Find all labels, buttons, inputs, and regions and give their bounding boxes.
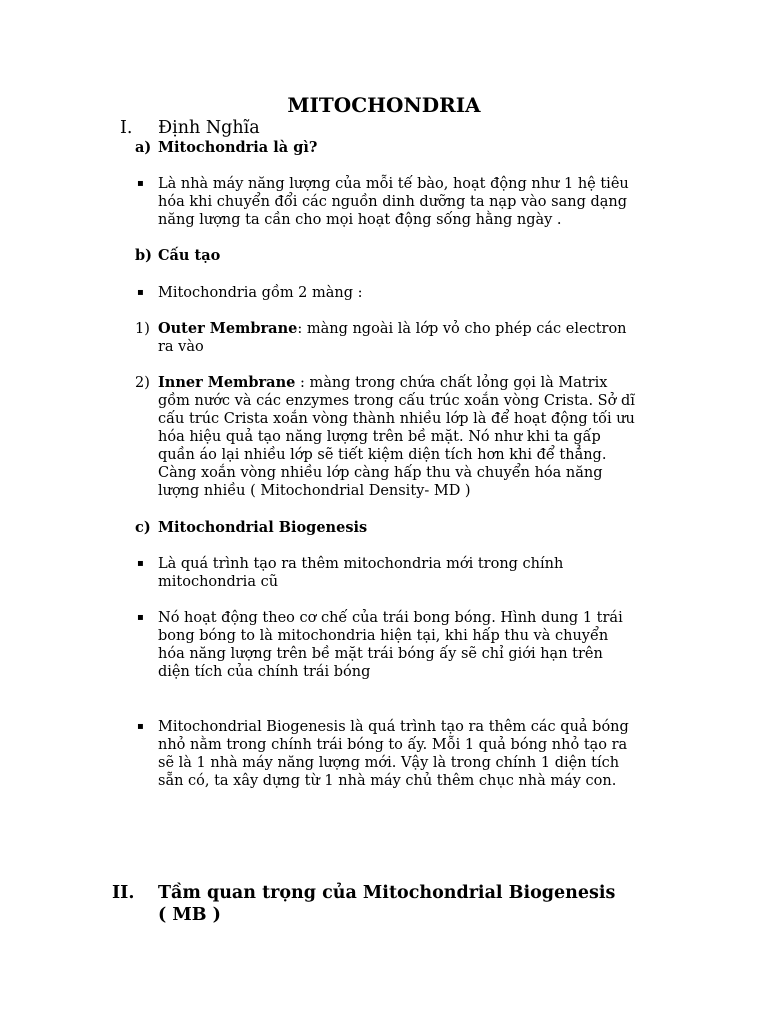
text-line: diện tích của chính trái bóng xyxy=(158,664,371,680)
text-line: ra vào xyxy=(158,339,204,355)
list-number: 1) xyxy=(135,321,150,337)
text-line: bong bóng to là mitochondria hiện tại, khi hấp thu và chuyển xyxy=(158,628,609,644)
text-line: Là nhà máy năng lượng của mỗi tế bào, hoạt động như 1 hệ tiêu xyxy=(158,176,629,192)
text-line: Mitochondrial Biogenesis là quá trình tạo ra thêm các quả bóng xyxy=(158,719,629,735)
text-line: năng lượng ta cần cho mọi hoạt động sống hằng ngày . xyxy=(158,212,562,228)
text-line: hóa khi chuyển đổi các nguồn dinh dưỡng ta nạp vào sang dạng xyxy=(158,194,628,210)
bullet-icon: ▪ xyxy=(137,178,144,189)
text-line: quần áo lại nhiều lớp sẽ tiết kiệm diện tích hơn khi để thẳng. xyxy=(158,447,607,463)
paragraph-biogenesis-2 xyxy=(158,609,623,681)
section-1-heading: Định Nghĩa xyxy=(158,118,260,138)
inner-membrane-item xyxy=(158,374,635,500)
text-line: ( MB ) xyxy=(158,905,221,925)
term-inner-membrane: Inner Membrane xyxy=(158,374,296,391)
text-line: gồm nước và các enzymes trong cấu trúc xoắn vòng Crista. Sở dĩ xyxy=(158,393,635,409)
bullet-icon: ▪ xyxy=(137,287,144,298)
subsection-a-heading: Mitochondria là gì? xyxy=(158,139,318,156)
text-line: mitochondria cũ xyxy=(158,574,279,590)
section-2-heading xyxy=(158,882,615,926)
text-line: lượng nhiều ( Mitochondrial Density- MD ) xyxy=(158,483,471,499)
text-line: Nó hoạt động theo cơ chế của trái bong bóng. Hình dung 1 trái xyxy=(158,610,623,626)
bullet-icon: ▪ xyxy=(137,612,144,623)
document-title: MITOCHONDRIA xyxy=(287,93,481,117)
text-line: nhỏ nằm trong chính trái bóng to ấy. Mỗi 1 quả bóng nhỏ tạo ra xyxy=(158,737,628,753)
subsection-c-label: c) xyxy=(135,519,151,536)
paragraph-biogenesis-3 xyxy=(158,718,629,790)
outer-membrane-item xyxy=(158,320,627,356)
list-number: 2) xyxy=(135,375,150,391)
bullet-icon: ▪ xyxy=(137,558,144,569)
term-outer-membrane: Outer Membrane xyxy=(158,320,298,337)
text-line: Càng xoắn vòng nhiều lớp càng hấp thu và chuyển hóa năng xyxy=(158,465,603,481)
text-line: hóa năng lượng trên bề mặt trái bóng ấy sẽ chỉ giới hạn trên xyxy=(158,646,603,662)
text-span: : màng trong chứa chất lỏng gọi là Matrix xyxy=(295,375,608,391)
subsection-b-heading: Cấu tạo xyxy=(158,247,221,264)
text-line: cấu trúc Crista xoắn vòng thành nhiều lớp là để hoạt động tối ưu xyxy=(158,411,635,427)
paragraph-definition xyxy=(158,175,629,229)
text-line: sẽ là 1 nhà máy năng lượng mới. Vậy là trong chính 1 diện tích xyxy=(158,755,620,771)
text-line xyxy=(158,374,635,392)
text-line: Mitochondria gồm 2 màng : xyxy=(158,285,363,301)
text-line xyxy=(158,320,627,338)
section-1-numeral: I. xyxy=(120,118,133,138)
text-line: sẵn có, ta xây dựng từ 1 nhà máy chủ thêm chục nhà máy con. xyxy=(158,773,617,789)
subsection-a-label: a) xyxy=(135,139,152,156)
subsection-c-heading: Mitochondrial Biogenesis xyxy=(158,519,368,536)
paragraph-biogenesis-1 xyxy=(158,555,563,591)
subsection-b-label: b) xyxy=(135,247,152,264)
section-2-numeral: II. xyxy=(112,883,135,903)
text-line: Là quá trình tạo ra thêm mitochondria mới trong chính xyxy=(158,556,564,572)
text-line: Tầm quan trọng của Mitochondrial Biogenesis xyxy=(158,883,616,903)
text-line: hóa hiệu quả tạo năng lượng trên bề mặt. Nó như khi ta gấp xyxy=(158,429,601,445)
text-span: : màng ngoài là lớp vỏ cho phép các electron xyxy=(297,321,627,337)
paragraph-membranes xyxy=(158,284,363,302)
bullet-icon: ▪ xyxy=(137,721,144,732)
